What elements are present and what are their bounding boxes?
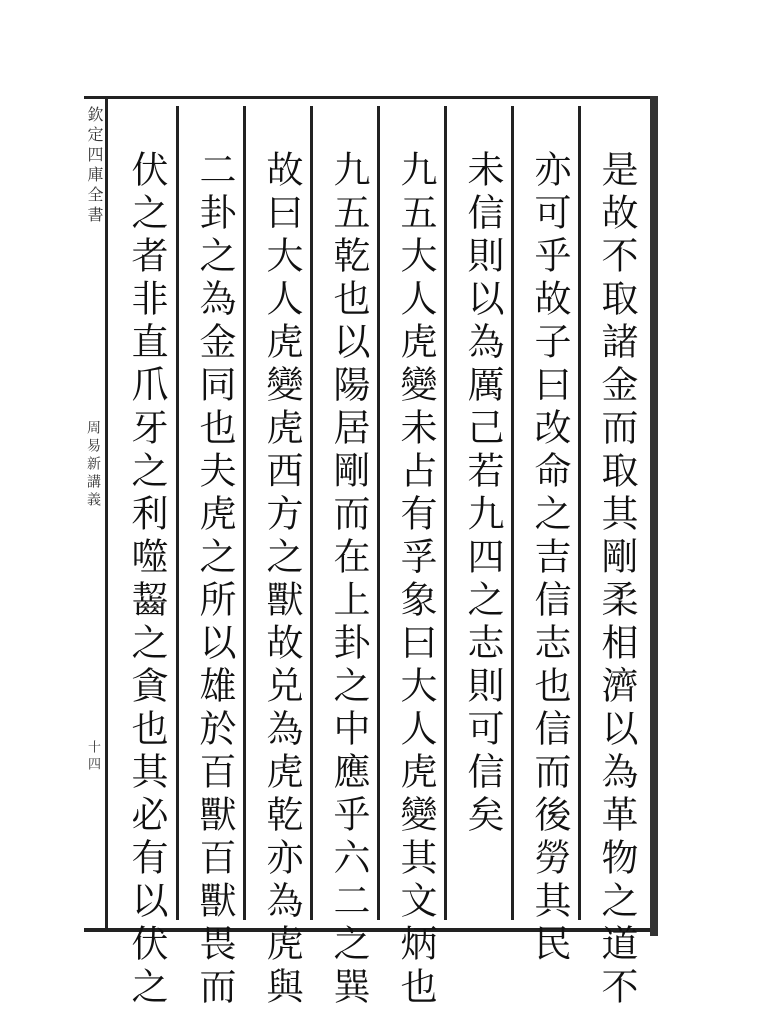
text-column-3: 未信則以為厲己若九四之志則可信矣 [461, 150, 504, 838]
margin-page-number: 十四 [85, 740, 100, 774]
margin-book-title: 欽定四庫全書 [85, 106, 104, 226]
frame-edge [650, 96, 658, 936]
column-rule [176, 106, 179, 920]
text-column-2: 亦可乎故子曰改命之吉信志也信而後勞其民 [528, 150, 571, 967]
column-rule [310, 106, 313, 920]
margin-chapter-title: 周易新講義 [85, 420, 101, 510]
text-column-8: 伏之者非直爪牙之利噬齧之貪也其必有以伏之 [125, 150, 168, 1010]
column-rule [377, 106, 380, 920]
text-column-5: 九五乾也以陽居剛而在上卦之中應乎六二之巽 [327, 150, 370, 1010]
column-rule [243, 106, 246, 920]
text-column-4: 九五大人虎變未占有孚象曰大人虎變其文炳也 [394, 150, 437, 1010]
column-rule [578, 106, 581, 920]
column-rule [511, 106, 514, 920]
text-column-7: 二卦之為金同也夫虎之所以雄於百獸百獸畏而 [193, 150, 236, 1010]
column-rule [444, 106, 447, 920]
text-column-1: 是故不取諸金而取其剛柔相濟以為革物之道不 [595, 150, 638, 1010]
text-column-6: 故曰大人虎變虎西方之獸故兑為虎乾亦為虎與 [260, 150, 303, 1010]
